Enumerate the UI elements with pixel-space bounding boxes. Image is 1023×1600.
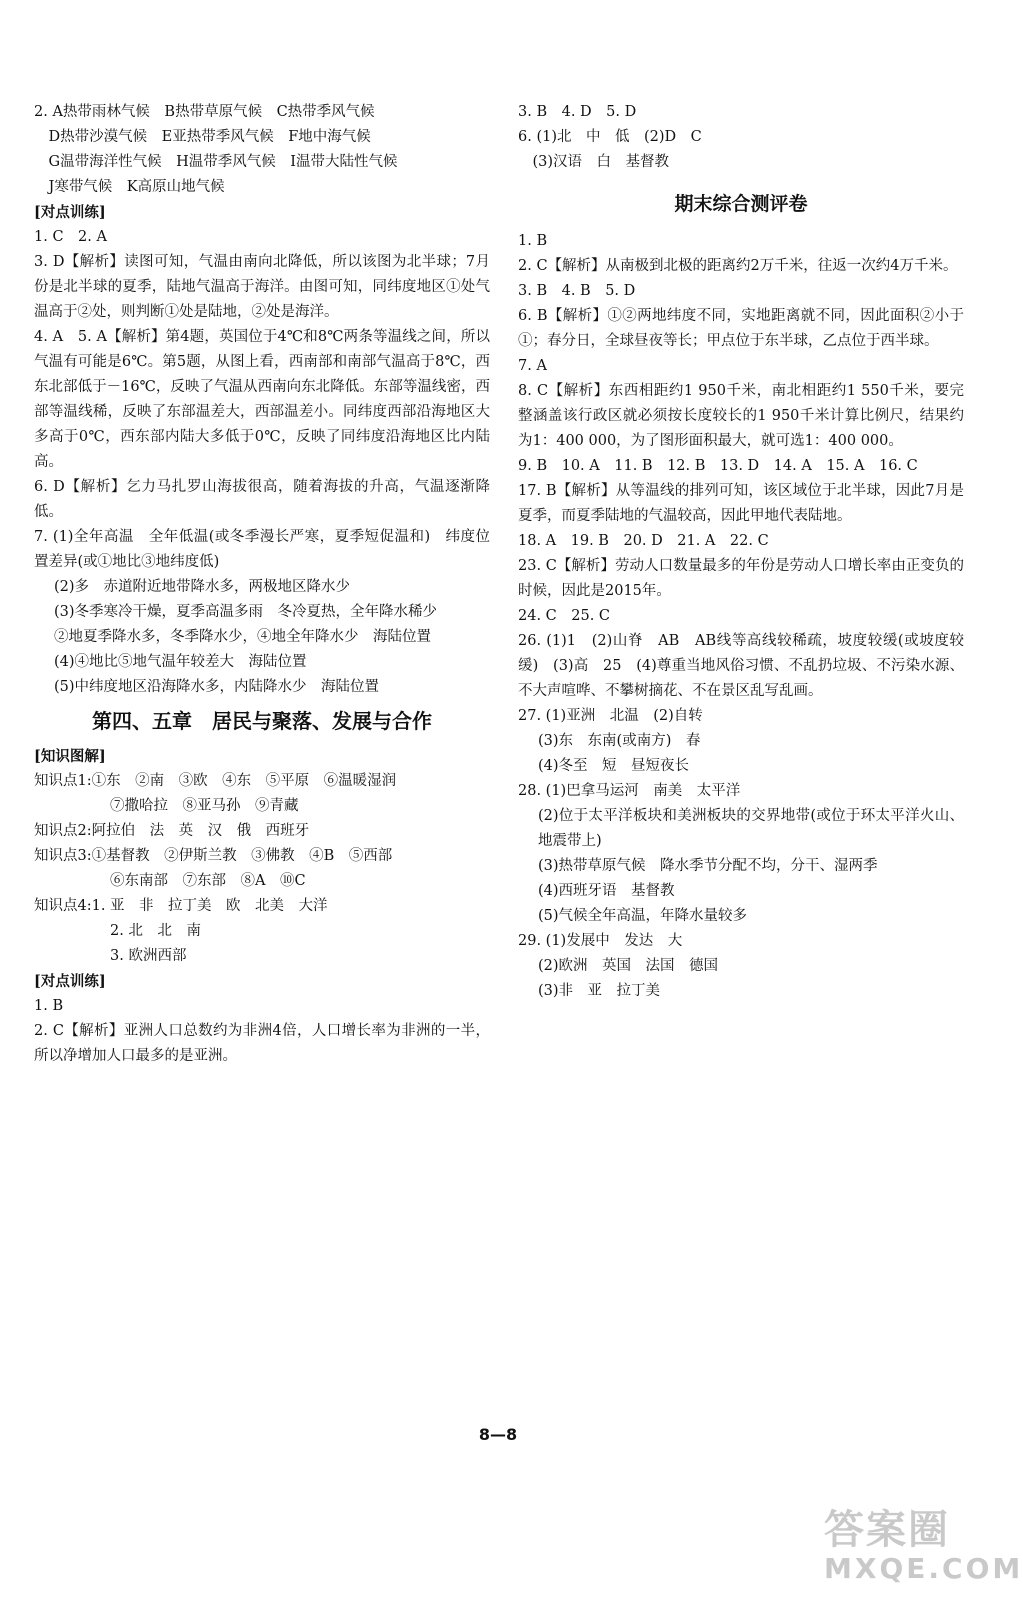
exam-answer-6: 6. B【解析】①②两地纬度不同，实地距离就不同，因此面积②小于①；春分日，全球昼夜等长；甲点位于东半球，乙点位于西半球。 <box>518 308 964 349</box>
exam-title: 期末综合测评卷 <box>674 193 808 215</box>
exam-answer-2: 2. C【解析】从南极到北极的距离约2万千米，往返一次约4万千米。 <box>518 258 958 274</box>
right-column <box>518 100 964 1004</box>
knowledge-point-3-cont: ⑥东南部 ⑦东部 ⑧A ⑩C <box>110 873 306 889</box>
answer-6-analysis: 6. D【解析】乞力马扎罗山海拔很高，随着海拔的升高，气温逐渐降低。 <box>34 479 490 520</box>
answer-6-parts: 6. (1)北 中 低 (2)D C <box>518 129 702 145</box>
exam-answer-24-25: 24. C 25. C <box>518 608 611 624</box>
climate-line-1: 2. A热带雨林气候 B热带草原气候 C热带季风气候 <box>34 104 375 120</box>
exam-answer-28-1: 28. (1)巴拿马运河 南美 太平洋 <box>518 783 741 799</box>
exam-answer-26: 26. (1)1 (2)山脊 AB AB线等高线较稀疏，坡度较缓(或坡度较缓) (3)高 25 (4)尊重当地风俗习惯、不乱扔垃圾、不污染水源、不大声喧哗、不攀树摘花、不在景区乱写乱画。 <box>518 633 964 699</box>
knowledge-point-4: 知识点4:1. 亚 非 拉丁美 欧 北美 大洋 <box>34 898 328 914</box>
exam-answer-27-1: 27. (1)亚洲 北温 (2)自转 <box>518 708 703 724</box>
knowledge-point-1-cont: ⑦撒哈拉 ⑧亚马孙 ⑨青藏 <box>110 798 299 814</box>
answer-6-part-3: (3)汉语 白 基督教 <box>518 154 670 170</box>
answer-7-part-5: (5)中纬度地区沿海降水多，内陆降水少 海陆位置 <box>54 679 380 695</box>
exam-answer-17: 17. B【解析】从等温线的排列可知，该区域位于北半球，因此7月是夏季，而夏季陆地的气温较高，因此甲地代表陆地。 <box>518 483 964 524</box>
answer-7-part-2: (2)多 赤道附近地带降水多，两极地区降水少 <box>54 579 351 595</box>
section-knowledge-heading: [知识图解] <box>34 748 106 765</box>
exam-answer-29-3: (3)非 亚 拉丁美 <box>538 983 661 999</box>
exam-answer-29-2: (2)欧洲 英国 法国 德国 <box>538 958 719 974</box>
exam-answer-9-16: 9. B 10. A 11. B 12. B 13. D 14. A 15. A 16. C <box>518 458 918 474</box>
exam-answer-28-2: (2)位于太平洋板块和美洲板块的交界地带(或位于环太平洋火山、地震带上) <box>538 808 964 849</box>
page-number: 8—8 <box>478 1425 518 1444</box>
section-training-heading-2: [对点训练] <box>34 973 106 990</box>
knowledge-point-3: 知识点3:①基督教 ②伊斯兰教 ③佛教 ④B ⑤西部 <box>34 848 393 864</box>
watermark-line-1: 答案圈 <box>824 1507 950 1553</box>
exam-answer-28-3: (3)热带草原气候 降水季节分配不均，分干、湿两季 <box>538 858 878 874</box>
answer-4-5-analysis: 4. A 5. A【解析】第4题，英国位于4℃和8℃两条等温线之间，所以气温有可能是6℃。第5题，从图上看，西南部和南部气温高于8℃，西东北部低于－16℃，反映了气温从西南向东北降低。东部等温线密，西部等温线稀，反映了东部温差大，西部温差小。同纬度西部沿海地区大多高于0℃，西东部内陆大多低于0℃，反映了同纬度沿海地区比内陆高。 <box>34 329 490 470</box>
exam-answer-1: 1. B <box>518 233 548 249</box>
chapter-title: 第四、五章 居民与聚落、发展与合作 <box>92 709 432 733</box>
answer-2-analysis: 2. C【解析】亚洲人口总数约为非洲4倍，人口增长率为非洲的一半，所以净增加人口最多的是亚洲。 <box>34 1023 490 1064</box>
knowledge-point-4-line-2: 2. 北 北 南 <box>110 923 201 939</box>
exam-answer-18-22: 18. A 19. B 20. D 21. A 22. C <box>518 533 769 549</box>
knowledge-point-2: 知识点2:阿拉伯 法 英 汉 俄 西班牙 <box>34 823 310 839</box>
knowledge-point-1: 知识点1:①东 ②南 ③欧 ④东 ⑤平原 ⑥温暖湿润 <box>34 773 397 789</box>
exam-answer-7: 7. A <box>518 358 547 374</box>
exam-answer-28-5: (5)气候全年高温，年降水量较多 <box>538 908 748 924</box>
watermark-line-2: MXQE.COM <box>824 1552 1023 1585</box>
left-column <box>34 100 490 1069</box>
exam-answer-23: 23. C【解析】劳动人口数量最多的年份是劳动人口增长率由正变负的时候，因此是2015年。 <box>518 558 964 599</box>
exam-answer-27-4: (4)冬至 短 昼短夜长 <box>538 758 690 774</box>
exam-answer-8: 8. C【解析】东西相距约1 950千米，南北相距约1 550千米，要完整涵盖该行政区就必须按长度较长的1 950千米计算比例尺，结果约为1：400 000，为了图形面积最大，就可选1：400 000。 <box>518 383 964 449</box>
answer-b1: 1. B <box>34 998 64 1014</box>
exam-answer-29-1: 29. (1)发展中 发达 大 <box>518 933 683 949</box>
answer-7-part-4: (4)④地比⑤地气温年较差大 海陆位置 <box>54 654 307 670</box>
answer-1-2: 1. C 2. A <box>34 229 107 245</box>
exam-answer-3-5: 3. B 4. B 5. D <box>518 283 636 299</box>
exam-answer-27-3: (3)东 东南(或南方) 春 <box>538 733 701 749</box>
section-training-heading: [对点训练] <box>34 204 106 221</box>
climate-line-3: G温带海洋性气候 H温带季风气候 I温带大陆性气候 <box>34 154 398 170</box>
answer-7-part-3: (3)冬季寒冷干燥，夏季高温多雨 冬冷夏热，全年降水稀少 <box>54 604 438 620</box>
exam-answer-28-4: (4)西班牙语 基督教 <box>538 883 675 899</box>
answer-3-analysis: 3. D【解析】读图可知，气温由南向北降低，所以该图为北半球；7月份是北半球的夏季，陆地气温高于海洋。由图可知，同纬度地区①处气温高于②处，则判断①处是陆地，②处是海洋。 <box>34 254 490 320</box>
climate-line-4: J寒带气候 K高原山地气候 <box>34 179 225 195</box>
answer-7-part-1: 7. (1)全年高温 全年低温(或冬季漫长严寒，夏季短促温和) 纬度位置差异(或①地比③地纬度低) <box>34 529 490 570</box>
climate-line-2: D热带沙漠气候 E亚热带季风气候 F地中海气候 <box>34 129 371 145</box>
answer-7-part-3b: ②地夏季降水多，冬季降水少，④地全年降水少 海陆位置 <box>54 629 431 645</box>
answers-3-5: 3. B 4. D 5. D <box>518 104 637 120</box>
knowledge-point-4-line-3: 3. 欧洲西部 <box>110 948 187 964</box>
watermark-logo <box>824 1507 1023 1590</box>
